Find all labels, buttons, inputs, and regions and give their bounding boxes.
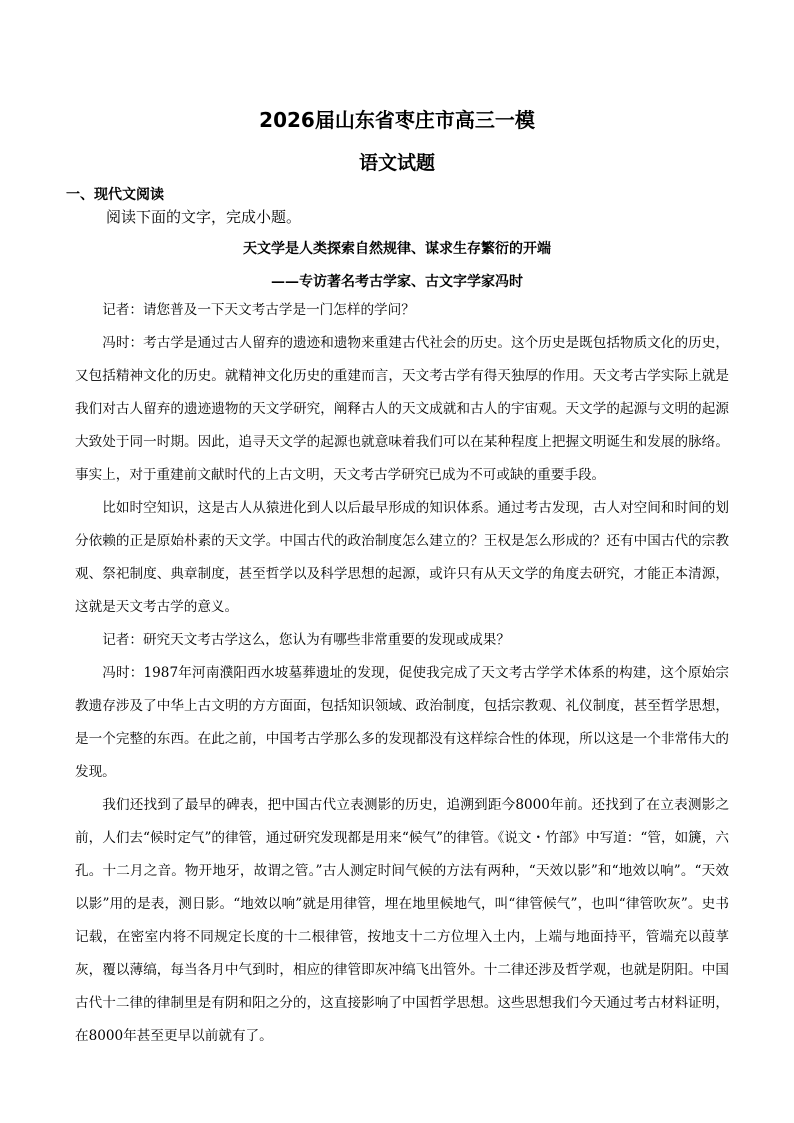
- exam-title: 2026届山东省枣庄市高三一模: [259, 108, 535, 132]
- article-title: 天文学是人类探索自然规律、谋求生存繁衍的开端: [243, 241, 551, 257]
- article-body: [75, 294, 729, 1053]
- paragraph: 记者：请您普及一下天文考古学是一门怎样的学问？: [102, 302, 415, 318]
- section-heading: 一、现代文阅读: [66, 187, 164, 203]
- section-instruction: 阅读下面的文字，完成小题。: [106, 208, 302, 226]
- paragraph: 我们还找到了最早的碑表，把中国古代立表测影的历史，追溯到距今8000年前。还找到了在立表测影之前，人们去“候时定气”的律管，通过研究发现都是用来“候气”的律管。《说文・竹部》中写道：“管，如篪，六孔。十二月之音。物开地牙，故谓之管。”古人测定时间气候的方法有两种，“天效以影”和“地效以响”。“天效以影”用的是表，测日影。“地效以响”就是用律管，埋在地里候地气，叫“律管候气”，也叫“律管吹灰”。史书记载，在密室内将不同规定长度的十二根律管，按地支十二方位埋入土内，上端与地面持平，管端充以葭莩灰，覆以薄缟，每当各月中气到时，相应的律管即灰冲缟飞出管外。十二律还涉及哲学观，也就是阴阳。中国古代十二律的律制里是有阴和阳之分的，这直接影响了中国哲学思想。这些思想我们今天通过考古材料证明，在8000年甚至更早以前就有了。: [75, 797, 729, 1044]
- exam-subtitle: 语文试题: [358, 152, 435, 174]
- paragraph: 比如时空知识，这是古人从猿进化到人以后最早形成的知识体系。通过考古发现，古人对空间和时间的划分依赖的正是原始朴素的天文学。中国古代的政治制度怎么建立的？王权是怎么形成的？还有中国古代的宗教观、祭祀制度、典章制度，甚至哲学以及科学思想的起源，或许只有从天文学的角度去研究，才能正本清源，这就是天文考古学的意义。: [75, 500, 729, 615]
- paragraph: 冯时：1987年河南濮阳西水坡墓葬遗址的发现，促使我完成了天文考古学学术体系的构建，这个原始宗教遗存涉及了中华上古文明的方方面面，包括知识领域、政治制度，包括宗教观、礼仪制度，甚至哲学思想，是一个完整的东西。在此之前，中国考古学那么多的发现都没有这样综合性的体现，所以这是一个非常伟大的发现。: [75, 665, 729, 780]
- paragraph: 记者：研究天文考古学这么，您认为有哪些非常重要的发现或成果？: [102, 632, 510, 648]
- article-subtitle: ——专访著名考古学家、古文字学家冯时: [271, 274, 523, 290]
- paragraph: 冯时：考古学是通过古人留弃的遗迹和遗物来重建古代社会的历史。这个历史是既包括物质文化的历史，又包括精神文化的历史。就精神文化历史的重建而言，天文考古学有得天独厚的作用。天文考古学实际上就是我们对古人留弃的遗迹遗物的天文学研究，阐释古人的天文成就和古人的宇宙观。天文学的起源与文明的起源大致处于同一时期。因此，追寻天文学的起源也就意味着我们可以在某种程度上把握文明诞生和发展的脉络。事实上，对于重建前文献时代的上古文明，天文考古学研究已成为不可或缺的重要手段。: [75, 335, 729, 483]
